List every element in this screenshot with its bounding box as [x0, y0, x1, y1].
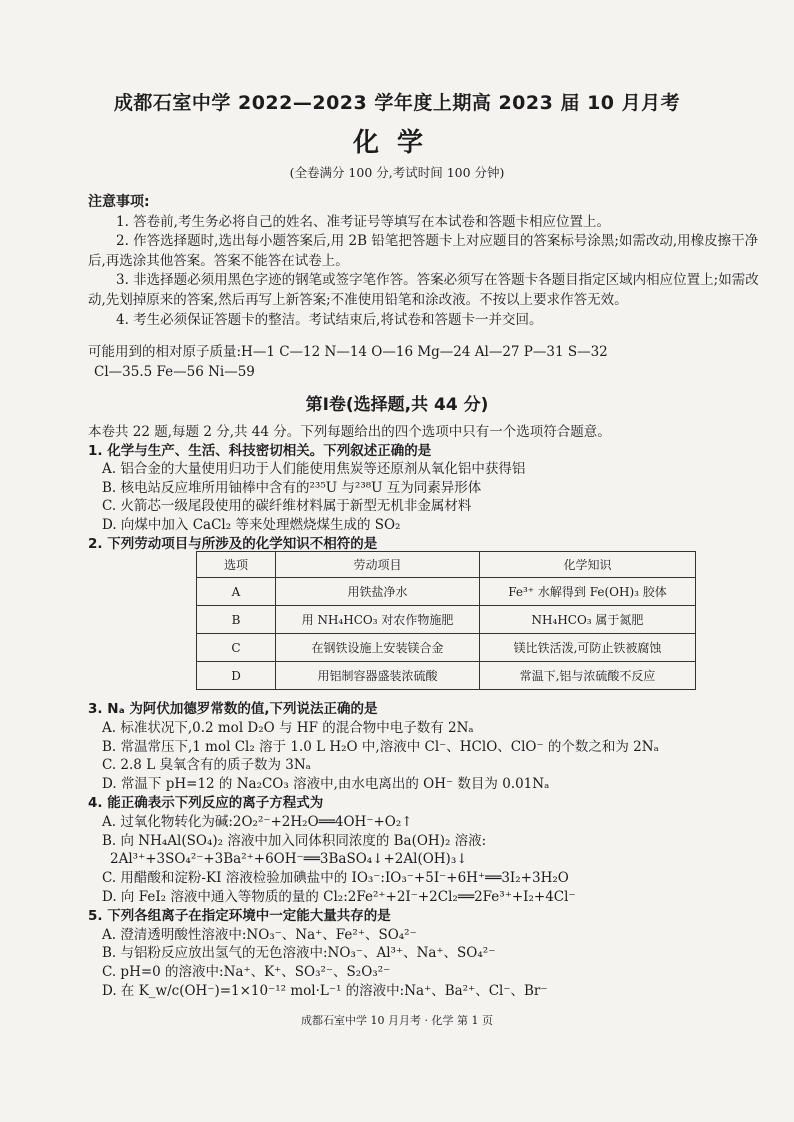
option-c: C. 用醋酸和淀粉-KI 溶液检验加碘盐中的 IO₃⁻:IO₃⁻+5I⁻+6H⁺══3I₂+3H₂O	[102, 870, 569, 887]
table-cell: D	[197, 662, 276, 690]
table-row	[197, 634, 696, 662]
questions-1-2	[88, 423, 760, 553]
table-row	[197, 578, 696, 606]
table-header: 选项	[197, 552, 276, 578]
option-c: C. pH=0 的溶液中:Na⁺、K⁺、SO₃²⁻、S₂O₃²⁻	[102, 964, 391, 981]
table-cell: 常温下,铝与浓硫酸不反应	[480, 662, 696, 690]
question-stem: 5. 下列各组离子在指定环境中一定能大量共存的是	[88, 907, 391, 924]
option-b: B. 核电站反应堆所用铀棒中含有的²³⁵U 与²³⁸U 互为同素异形体	[102, 479, 482, 496]
table-header-row	[197, 552, 696, 578]
page-footer: 成都石室中学 10 月月考 · 化学 第 1 页	[301, 1014, 493, 1027]
option-b-equation: 2Al³⁺+3SO₄²⁻+3Ba²⁺+6OH⁻══3BaSO₄↓+2Al(OH)₃↓	[110, 851, 468, 868]
table-cell: A	[197, 578, 276, 606]
table-header: 化学知识	[480, 552, 696, 578]
note-item: 4. 考生必须保证答题卡的整洁。考试结束后,将试卷和答题卡一并交回。	[116, 311, 543, 328]
questions-3-5	[88, 700, 760, 1001]
option-a: A. 铝合金的大量使用归功于人们能使用焦炭等还原剂从氧化铝中获得铝	[102, 461, 526, 478]
table-cell: 用 NH₄HCO₃ 对农作物施肥	[276, 606, 480, 634]
table-cell: 镁比铁活泼,可防止铁被腐蚀	[480, 634, 696, 662]
option-d: D. 向煤中加入 CaCl₂ 等来处理燃烧煤生成的 SO₂	[102, 516, 401, 533]
option-a: A. 过氧化物转化为碱:2O₂²⁻+2H₂O══4OH⁻+O₂↑	[102, 813, 413, 830]
note-item: 2. 作答选择题时,选出每小题答案后,用 2B 铅笔把答题卡上对应题目的答案标号涂黑;如需改动,用橡皮擦干净后,再选涂其他答案。答案不能答在试卷上。	[88, 233, 759, 269]
table-cell: 在钢铁设施上安装镁合金	[276, 634, 480, 662]
table-cell: 用铝制容器盛装浓硫酸	[276, 662, 480, 690]
table-cell: Fe³⁺ 水解得到 Fe(OH)₃ 胶体	[480, 578, 696, 606]
table-header: 劳动项目	[276, 552, 480, 578]
notes-section	[88, 193, 760, 330]
exam-title: 成都石室中学 2022—2023 学年度上期高 2023 届 10 月月考	[113, 92, 681, 114]
question-stem: 1. 化学与生产、生活、科技密切相关。下列叙述正确的是	[88, 442, 432, 459]
note-item: 3. 非选择题必须用黑色字迹的钢笔或签字笔作答。答案必须写在答题卡各题目指定区域内相应位置上;如需改动,先划掉原来的答案,然后再写上新答案;不准使用铅笔和涂改液。不按以上要求作答无效。	[88, 272, 759, 308]
subject-title: 化学	[352, 128, 441, 158]
option-d: D. 在 K_w/c(OH⁻)=1×10⁻¹² mol·L⁻¹ 的溶液中:Na⁺、Ba²⁺、Cl⁻、Br⁻	[102, 982, 548, 999]
table-row	[197, 662, 696, 690]
note-item: 1. 答卷前,考生务必将自己的姓名、准考证号等填写在本试卷和答题卡相应位置上。	[116, 213, 610, 230]
question-stem: 4. 能正确表示下列反应的离子方程式为	[88, 794, 324, 811]
table-row	[197, 606, 696, 634]
option-b: B. 向 NH₄Al(SO₄)₂ 溶液中加入同体积同浓度的 Ba(OH)₂ 溶液:	[102, 832, 487, 849]
question-2-table	[196, 551, 696, 690]
section-intro: 本卷共 22 题,每题 2 分,共 44 分。下列每题给出的四个选项中只有一个选项符合题意。	[88, 424, 611, 440]
exam-info: (全卷满分 100 分,考试时间 100 分钟)	[289, 165, 505, 180]
option-b: B. 常温常压下,1 mol Cl₂ 溶于 1.0 L H₂O 中,溶液中 Cl⁻、HClO、ClO⁻ 的个数之和为 2Nₐ	[102, 738, 659, 755]
question-stem: 2. 下列劳动项目与所涉及的化学知识不相符的是	[88, 535, 378, 552]
atomic-masses	[88, 343, 760, 382]
option-a: A. 标准状况下,0.2 mol D₂O 与 HF 的混合物中电子数有 2Nₐ	[102, 719, 474, 736]
atomic-masses-line: 可能用到的相对原子质量:H—1 C—12 N—14 O—16 Mg—24 Al—27 P—31 S—32	[88, 344, 608, 360]
option-d: D. 常温下 pH=12 的 Na₂CO₃ 溶液中,由水电离出的 OH⁻ 数目为 0.01Nₐ	[102, 776, 550, 793]
section-title: 第Ⅰ卷(选择题,共 44 分)	[305, 395, 489, 415]
table-cell: 用铁盐净水	[276, 578, 480, 606]
notes-heading: 注意事项:	[88, 194, 150, 210]
table-cell: C	[197, 634, 276, 662]
option-d: D. 向 FeI₂ 溶液中通入等物质的量的 Cl₂:2Fe²⁺+2I⁻+2Cl₂══2Fe³⁺+I₂+4Cl⁻	[102, 888, 576, 905]
question-stem: 3. Nₐ 为阿伏加德罗常数的值,下列说法正确的是	[88, 701, 378, 717]
option-c: C. 火箭芯一级尾段使用的碳纤维材料属于新型无机非金属材料	[102, 498, 472, 515]
option-c: C. 2.8 L 臭氧含有的质子数为 3Nₐ	[102, 757, 311, 774]
table-cell: NH₄HCO₃ 属于氮肥	[480, 606, 696, 634]
table-cell: B	[197, 606, 276, 634]
atomic-masses-line: Cl—35.5 Fe—56 Ni—59	[94, 363, 255, 380]
option-a: A. 澄清透明酸性溶液中:NO₃⁻、Na⁺、Fe²⁺、SO₄²⁻	[102, 926, 417, 943]
option-b: B. 与铝粉反应放出氢气的无色溶液中:NO₃⁻、Al³⁺、Na⁺、SO₄²⁻	[102, 945, 496, 962]
